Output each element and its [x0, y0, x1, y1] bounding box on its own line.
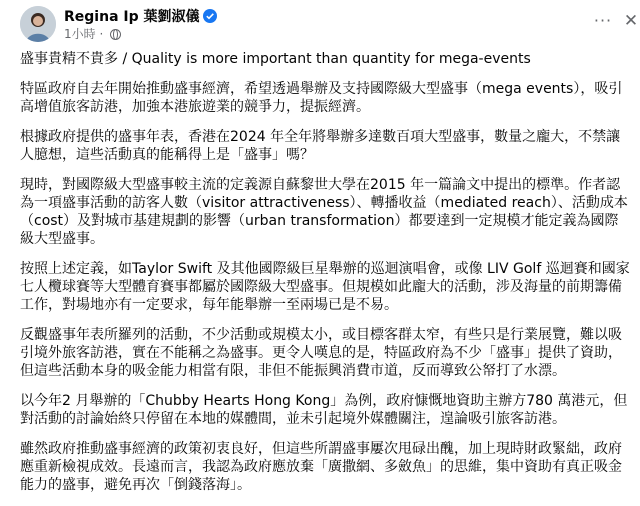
- post-time[interactable]: 1小時: [64, 27, 96, 41]
- avatar[interactable]: [20, 6, 56, 42]
- post-paragraph-6: 以今年2 月舉辦的「Chubby Hearts Hong Kong」為例，政府慷慨地資助主辦方780 萬港元，但對活動的討論始終只停留在本地的媒體間，並未引起境外媒體關注，遑論吸引旅客訪港。: [20, 393, 628, 427]
- post-paragraph-2: 根據政府提供的盛事年表，香港在2024 年全年將舉辦多達數百項大型盛事，數量之龐大，不禁讓人臆想，這些活動真的能稱得上是「盛事」嗎？: [20, 129, 621, 163]
- post-paragraph-3: 現時，對國際級大型盛事較主流的定義源自蘇黎世大學在2015 年一篇論文中提出的標準。作者認為一項盛事活動的訪客人數（visitor attractiveness）、轉播收益（mediated reach）、活動成本（cost）及對城市基建規劃的影響（urban transformation）都要達到一定規模才能定義為國際級大型盛事。: [20, 177, 628, 247]
- avatar-photo: [20, 6, 56, 42]
- close-button[interactable]: ✕: [623, 11, 639, 31]
- post-title: 盛事貴精不貴多 / Quality is more important than quantity for mega-events: [20, 51, 531, 67]
- post-paragraph-4: 按照上述定義，如Taylor Swift 及其他國際級巨星舉辦的巡迴演唱會，或像 LIV Golf 巡迴賽和國家七人欖球賽等大型體育賽事都屬於國際級大型盛事。但規模如此龐大的活動，涉及海量的前期籌備工作，對場地亦有一定要求，每年能舉辦一至兩場已是不易。: [20, 261, 630, 313]
- post-body: [20, 50, 630, 506]
- author-name-row[interactable]: [64, 8, 217, 26]
- more-options-button[interactable]: ···: [593, 11, 613, 30]
- meta-separator: ·: [99, 27, 104, 41]
- post-paragraph-1: 特區政府自去年開始推動盛事經濟，希望透過舉辦及支持國際級大型盛事（mega events），吸引高增值旅客訪港，加強本港旅遊業的競爭力，提振經濟。: [20, 81, 623, 115]
- post-paragraph-7: 雖然政府推動盛事經濟的政策初衷良好，但這些所謂盛事屢次甩碌出醜，加上現時財政緊絀，政府應重新檢視成效。長遠而言，我認為政府應放棄「廣撒網、多斂魚」的思維，集中資助有真正吸金能力的盛事，避免再次「倒錢落海」。: [20, 441, 622, 493]
- globe-icon[interactable]: [110, 29, 121, 40]
- post-paragraph-5: 反觀盛事年表所羅列的活動，不少活動或規模太小，或目標客群太窄，有些只是行業展覽，難以吸引境外旅客訪港，實在不能稱之為盛事。更令人嘆息的是，特區政府為不少「盛事」提供了資助，但這些活動本身的吸金能力相當有限，非但不能振興消費市道，反而導致公帑打了水漂。: [20, 327, 622, 379]
- verified-badge-icon: [203, 9, 217, 23]
- author-name[interactable]: Regina Ip 葉劉淑儀: [64, 9, 200, 25]
- post-header: [0, 0, 640, 48]
- post-meta: [64, 27, 121, 41]
